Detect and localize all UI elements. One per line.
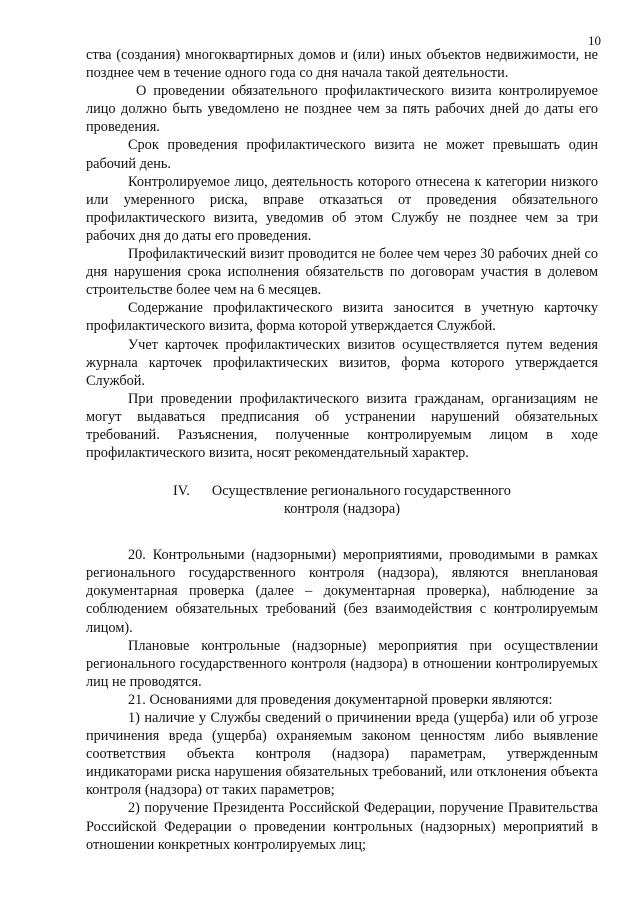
paragraph: Учет карточек профилактических визитов осуществляется путем ведения журнала карточек профилактических визитов, форма которого утверждается Службой. bbox=[86, 336, 598, 389]
paragraphs-top bbox=[86, 46, 598, 462]
paragraph: Плановые контрольные (надзорные) мероприятия при осуществлении регионального государственного контроля (надзора) в отношении контролируемых лиц не проводятся. bbox=[86, 637, 598, 690]
paragraph: 2) поручение Президента Российской Федерации, поручение Правительства Российской Федерации о проведении контрольных (надзорных) мероприятий в отношении конкретных контролируемых лиц; bbox=[86, 800, 598, 853]
section-heading-line-1 bbox=[86, 482, 598, 500]
paragraph: ства (создания) многоквартирных домов и (или) иных объектов недвижимости, не позднее чем в течение одного года со дня начала такой деятельности. bbox=[86, 47, 598, 82]
paragraph: О проведении обязательного профилактического визита контролируемое лицо должно быть уведомлено не позднее чем за пять рабочих дней до даты его проведения. bbox=[86, 83, 598, 136]
section-heading bbox=[86, 482, 598, 518]
paragraph: При проведении профилактического визита гражданам, организациям не могут выдаваться предписания об устранении нарушений обязательных требований. Разъяснения, полученные контролируемым лицом в ходе профилактического визита, носят рекомендательный характер. bbox=[86, 390, 598, 462]
paragraph: 20. Контрольными (надзорными) мероприятиями, проводимыми в рамках регионального государственного контроля (надзора), являются внеплановая документарная проверка (далее – документарная проверка), наблюдение за соблюдением обязательных требований (без взаимодействия с контролируемым лицом). bbox=[86, 547, 598, 636]
section-number: IV. bbox=[173, 483, 190, 500]
paragraph: Срок проведения профилактического визита не может превышать один рабочий день. bbox=[86, 137, 598, 172]
paragraph: 1) наличие у Службы сведений о причинении вреда (ущерба) или об угрозе причинения вреда (ущерба) охраняемым законом ценностям либо выявление соответствия объекта контроля (надзора) параметрам, утвержденным индикаторами риска нарушения обязательных требований, или отклонения объекта контроля (надзора) от таких параметров; bbox=[86, 710, 598, 799]
paragraphs-bottom bbox=[86, 546, 598, 854]
section-title-line-2: контроля (надзора) bbox=[283, 501, 400, 518]
document-body bbox=[86, 46, 598, 854]
paragraph: 21. Основаниями для проведения документарной проверки являются: bbox=[128, 691, 553, 708]
paragraph: Профилактический визит проводится не более чем через 30 рабочих дней со дня нарушения срока исполнения обязательств по договорам участия в долевом строительстве более чем на 6 месяцев. bbox=[86, 246, 598, 299]
section-title-line-1: Осуществление регионального государственного bbox=[211, 483, 511, 500]
page-number: 10 bbox=[588, 33, 601, 48]
paragraph: Контролируемое лицо, деятельность которого отнесена к категории низкого или умеренного риска, вправе отказаться от проведения обязательного профилактического визита, уведомив об этом Службу не позднее чем за три рабочих дня до даты его проведения. bbox=[86, 173, 598, 244]
paragraph: Содержание профилактического визита заносится в учетную карточку профилактического визита, форма которой утверждается Службой. bbox=[86, 300, 598, 335]
